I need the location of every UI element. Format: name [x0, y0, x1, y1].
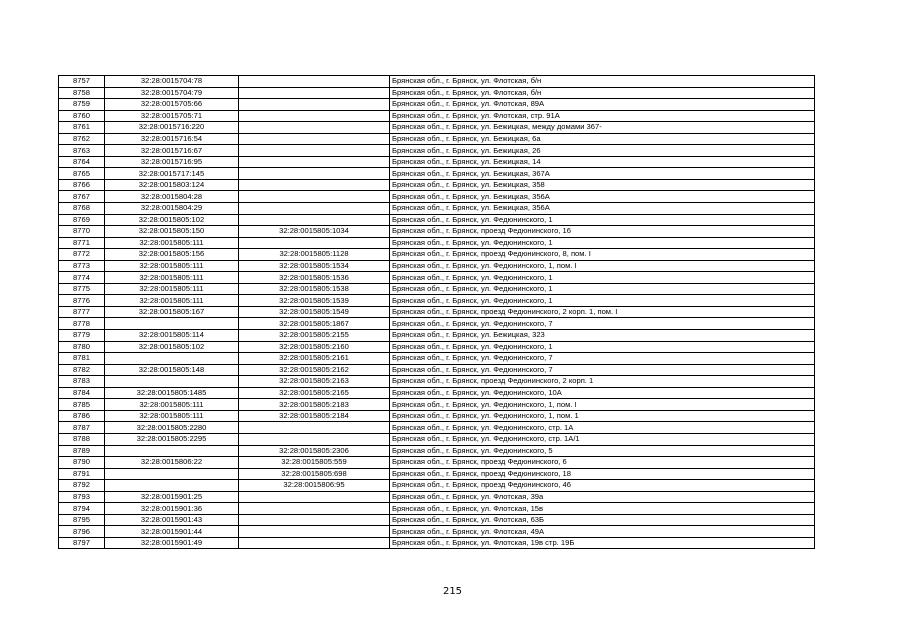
cadastral-number-cell	[105, 445, 239, 457]
object-cadastral-number-cell: 32:28:0015805:1536	[239, 272, 390, 284]
object-cadastral-number-cell	[239, 87, 390, 99]
row-number-cell: 8781	[59, 353, 105, 365]
table-row	[59, 145, 815, 157]
table-row	[59, 168, 815, 180]
table-row	[59, 99, 815, 111]
address-cell: Брянская обл., г. Брянск, ул. Федюнинского, 5	[390, 445, 815, 457]
object-cadastral-number-cell: 32:28:0015805:1549	[239, 306, 390, 318]
object-cadastral-number-cell: 32:28:0015805:2184	[239, 410, 390, 422]
object-cadastral-number-cell	[239, 433, 390, 445]
cadastral-number-cell: 32:28:0015805:148	[105, 364, 239, 376]
cadastral-number-cell: 32:28:0015805:102	[105, 341, 239, 353]
object-cadastral-number-cell: 32:28:0015805:1128	[239, 249, 390, 261]
row-number-cell: 8765	[59, 168, 105, 180]
row-number-cell: 8758	[59, 87, 105, 99]
cadastral-number-cell	[105, 318, 239, 330]
row-number-cell: 8786	[59, 410, 105, 422]
table-row	[59, 468, 815, 480]
row-number-cell: 8797	[59, 537, 105, 549]
object-cadastral-number-cell: 32:28:0015805:1534	[239, 260, 390, 272]
row-number-cell: 8769	[59, 214, 105, 226]
table-row	[59, 514, 815, 526]
address-cell: Брянская обл., г. Брянск, ул. Бежицкая, 14	[390, 156, 815, 168]
table-row	[59, 237, 815, 249]
address-cell: Брянская обл., г. Брянск, проезд Федюнинского, 8, пом. I	[390, 249, 815, 261]
cadastral-number-cell: 32:28:0015901:25	[105, 491, 239, 503]
address-cell: Брянская обл., г. Брянск, проезд Федюнинского, 46	[390, 480, 815, 492]
row-number-cell: 8780	[59, 341, 105, 353]
row-number-cell: 8774	[59, 272, 105, 284]
address-cell: Брянская обл., г. Брянск, ул. Флотская, 39а	[390, 491, 815, 503]
table-row	[59, 410, 815, 422]
table-row	[59, 480, 815, 492]
object-cadastral-number-cell: 32:28:0015806:95	[239, 480, 390, 492]
address-cell: Брянская обл., г. Брянск, ул. Федюнинского, 1	[390, 214, 815, 226]
address-cell: Брянская обл., г. Брянск, ул. Федюнинского, 1	[390, 237, 815, 249]
address-cell: Брянская обл., г. Брянск, ул. Бежицкая, 356А	[390, 191, 815, 203]
table-row	[59, 341, 815, 353]
object-cadastral-number-cell: 32:28:0015805:2160	[239, 341, 390, 353]
table-row	[59, 283, 815, 295]
table-row	[59, 376, 815, 388]
table-row	[59, 295, 815, 307]
address-cell: Брянская обл., г. Брянск, ул. Бежицкая, 356А	[390, 203, 815, 215]
row-number-cell: 8772	[59, 249, 105, 261]
table-row	[59, 122, 815, 134]
table-row	[59, 76, 815, 88]
row-number-cell: 8787	[59, 422, 105, 434]
address-cell: Брянская обл., г. Брянск, ул. Федюнинского, 1	[390, 341, 815, 353]
cadastral-number-cell	[105, 480, 239, 492]
address-cell: Брянская обл., г. Брянск, ул. Федюнинского, 10А	[390, 387, 815, 399]
address-cell: Брянская обл., г. Брянск, ул. Федюнинского, 1, пом. 1	[390, 410, 815, 422]
table-row	[59, 110, 815, 122]
cadastral-number-cell: 32:28:0015717:145	[105, 168, 239, 180]
address-cell: Брянская обл., г. Брянск, проезд Федюнинского, 6	[390, 457, 815, 469]
cadastral-number-cell: 32:28:0015805:114	[105, 330, 239, 342]
address-cell: Брянская обл., г. Брянск, ул. Федюнинского, 1	[390, 295, 815, 307]
object-cadastral-number-cell	[239, 122, 390, 134]
cadastral-number-cell: 32:28:0015716:54	[105, 133, 239, 145]
address-cell: Брянская обл., г. Брянск, ул. Бежицкая, 6а	[390, 133, 815, 145]
table-row	[59, 364, 815, 376]
row-number-cell: 8763	[59, 145, 105, 157]
row-number-cell: 8788	[59, 433, 105, 445]
cadastral-number-cell	[105, 353, 239, 365]
object-cadastral-number-cell: 32:28:0015805:2162	[239, 364, 390, 376]
table-row	[59, 191, 815, 203]
row-number-cell: 8760	[59, 110, 105, 122]
row-number-cell: 8789	[59, 445, 105, 457]
row-number-cell: 8796	[59, 526, 105, 538]
row-number-cell: 8771	[59, 237, 105, 249]
object-cadastral-number-cell	[239, 422, 390, 434]
object-cadastral-number-cell	[239, 145, 390, 157]
table-row	[59, 387, 815, 399]
address-cell: Брянская обл., г. Брянск, ул. Федюнинского, 1	[390, 283, 815, 295]
table-row	[59, 203, 815, 215]
cadastral-number-cell: 32:28:0015716:67	[105, 145, 239, 157]
row-number-cell: 8785	[59, 399, 105, 411]
cadastral-number-cell: 32:28:0015704:78	[105, 76, 239, 88]
table-row	[59, 422, 815, 434]
object-cadastral-number-cell	[239, 133, 390, 145]
cadastral-number-cell: 32:28:0015705:71	[105, 110, 239, 122]
object-cadastral-number-cell	[239, 526, 390, 538]
table-row	[59, 399, 815, 411]
row-number-cell: 8795	[59, 514, 105, 526]
table-row	[59, 133, 815, 145]
cadastral-number-cell: 32:28:0015901:43	[105, 514, 239, 526]
address-cell: Брянская обл., г. Брянск, ул. Бежицкая, 323	[390, 330, 815, 342]
table-row	[59, 214, 815, 226]
row-number-cell: 8794	[59, 503, 105, 515]
table-row	[59, 260, 815, 272]
address-cell: Брянская обл., г. Брянск, ул. Федюнинского, стр. 1А	[390, 422, 815, 434]
object-cadastral-number-cell: 32:28:0015805:2306	[239, 445, 390, 457]
row-number-cell: 8770	[59, 226, 105, 238]
row-number-cell: 8784	[59, 387, 105, 399]
object-cadastral-number-cell: 32:28:0015805:2165	[239, 387, 390, 399]
cadastral-number-cell: 32:28:0015901:44	[105, 526, 239, 538]
table-row	[59, 249, 815, 261]
table-row	[59, 491, 815, 503]
object-cadastral-number-cell	[239, 203, 390, 215]
cadastral-number-cell: 32:28:0015705:66	[105, 99, 239, 111]
address-cell: Брянская обл., г. Брянск, ул. Флотская, б/н	[390, 76, 815, 88]
address-cell: Брянская обл., г. Брянск, ул. Флотская, б/н	[390, 87, 815, 99]
object-cadastral-number-cell	[239, 191, 390, 203]
object-cadastral-number-cell	[239, 99, 390, 111]
cadastral-number-cell: 32:28:0015805:102	[105, 214, 239, 226]
object-cadastral-number-cell: 32:28:0015805:2155	[239, 330, 390, 342]
address-cell: Брянская обл., г. Брянск, ул. Федюнинского, 1	[390, 272, 815, 284]
table-row	[59, 445, 815, 457]
address-cell: Брянская обл., г. Брянск, ул. Федюнинского, 1, пом. I	[390, 260, 815, 272]
object-cadastral-number-cell: 32:28:0015805:2183	[239, 399, 390, 411]
row-number-cell: 8782	[59, 364, 105, 376]
cadastral-number-cell: 32:28:0015805:150	[105, 226, 239, 238]
address-cell: Брянская обл., г. Брянск, ул. Федюнинского, 7	[390, 353, 815, 365]
cadastral-number-cell: 32:28:0015716:95	[105, 156, 239, 168]
object-cadastral-number-cell	[239, 76, 390, 88]
row-number-cell: 8776	[59, 295, 105, 307]
table-row	[59, 226, 815, 238]
row-number-cell: 8790	[59, 457, 105, 469]
cadastral-number-cell: 32:28:0015805:111	[105, 237, 239, 249]
row-number-cell: 8791	[59, 468, 105, 480]
address-cell: Брянская обл., г. Брянск, проезд Федюнинского, 16	[390, 226, 815, 238]
row-number-cell: 8783	[59, 376, 105, 388]
address-cell: Брянская обл., г. Брянск, ул. Федюнинского, стр. 1А/1	[390, 433, 815, 445]
table-row	[59, 272, 815, 284]
table-row	[59, 526, 815, 538]
cadastral-number-cell: 32:28:0015805:156	[105, 249, 239, 261]
property-registry-table	[58, 75, 815, 549]
row-number-cell: 8764	[59, 156, 105, 168]
row-number-cell: 8777	[59, 306, 105, 318]
object-cadastral-number-cell	[239, 214, 390, 226]
row-number-cell: 8757	[59, 76, 105, 88]
address-cell: Брянская обл., г. Брянск, ул. Бежицкая, 367А	[390, 168, 815, 180]
address-cell: Брянская обл., г. Брянск, ул. Флотская, 63Б	[390, 514, 815, 526]
cadastral-number-cell: 32:28:0015805:167	[105, 306, 239, 318]
row-number-cell: 8759	[59, 99, 105, 111]
registry-table-body	[59, 76, 815, 549]
table-row	[59, 318, 815, 330]
address-cell: Брянская обл., г. Брянск, проезд Федюнинского, 18	[390, 468, 815, 480]
object-cadastral-number-cell: 32:28:0015805:2163	[239, 376, 390, 388]
table-row	[59, 330, 815, 342]
cadastral-number-cell	[105, 468, 239, 480]
address-cell: Брянская обл., г. Брянск, ул. Федюнинского, 1, пом. I	[390, 399, 815, 411]
object-cadastral-number-cell: 32:28:0015805:559	[239, 457, 390, 469]
object-cadastral-number-cell	[239, 237, 390, 249]
cadastral-number-cell: 32:28:0015805:2280	[105, 422, 239, 434]
table-row	[59, 433, 815, 445]
row-number-cell: 8762	[59, 133, 105, 145]
object-cadastral-number-cell	[239, 110, 390, 122]
address-cell: Брянская обл., г. Брянск, ул. Бежицкая, между домами 367-	[390, 122, 815, 134]
row-number-cell: 8778	[59, 318, 105, 330]
object-cadastral-number-cell	[239, 168, 390, 180]
address-cell: Брянская обл., г. Брянск, ул. Флотская, 89А	[390, 99, 815, 111]
object-cadastral-number-cell: 32:28:0015805:1539	[239, 295, 390, 307]
table-row	[59, 179, 815, 191]
address-cell: Брянская обл., г. Брянск, ул. Бежицкая, 358	[390, 179, 815, 191]
table-row	[59, 87, 815, 99]
row-number-cell: 8773	[59, 260, 105, 272]
object-cadastral-number-cell	[239, 514, 390, 526]
cadastral-number-cell: 32:28:0015805:111	[105, 399, 239, 411]
cadastral-number-cell: 32:28:0015805:111	[105, 272, 239, 284]
object-cadastral-number-cell: 32:28:0015805:1867	[239, 318, 390, 330]
cadastral-number-cell	[105, 376, 239, 388]
row-number-cell: 8766	[59, 179, 105, 191]
address-cell: Брянская обл., г. Брянск, ул. Федюнинского, 7	[390, 318, 815, 330]
object-cadastral-number-cell: 32:28:0015805:2161	[239, 353, 390, 365]
row-number-cell: 8775	[59, 283, 105, 295]
row-number-cell: 8793	[59, 491, 105, 503]
page-number: 215	[442, 586, 463, 597]
address-cell: Брянская обл., г. Брянск, ул. Флотская, 19в стр. 19Б	[390, 537, 815, 549]
address-cell: Брянская обл., г. Брянск, ул. Федюнинского, 7	[390, 364, 815, 376]
object-cadastral-number-cell: 32:28:0015805:1034	[239, 226, 390, 238]
cadastral-number-cell: 32:28:0015804:29	[105, 203, 239, 215]
address-cell: Брянская обл., г. Брянск, проезд Федюнинского, 2 корп. 1	[390, 376, 815, 388]
object-cadastral-number-cell: 32:28:0015805:698	[239, 468, 390, 480]
cadastral-number-cell: 32:28:0015806:22	[105, 457, 239, 469]
object-cadastral-number-cell	[239, 179, 390, 191]
cadastral-number-cell: 32:28:0015803:124	[105, 179, 239, 191]
address-cell: Брянская обл., г. Брянск, ул. Флотская, стр. 91А	[390, 110, 815, 122]
address-cell: Брянская обл., г. Брянск, ул. Бежицкая, 26	[390, 145, 815, 157]
object-cadastral-number-cell	[239, 156, 390, 168]
cadastral-number-cell: 32:28:0015805:111	[105, 283, 239, 295]
row-number-cell: 8792	[59, 480, 105, 492]
cadastral-number-cell: 32:28:0015805:2295	[105, 433, 239, 445]
table-row	[59, 306, 815, 318]
table-row	[59, 503, 815, 515]
cadastral-number-cell: 32:28:0015804:28	[105, 191, 239, 203]
object-cadastral-number-cell: 32:28:0015805:1538	[239, 283, 390, 295]
cadastral-number-cell: 32:28:0015805:111	[105, 260, 239, 272]
cadastral-number-cell: 32:28:0015704:79	[105, 87, 239, 99]
object-cadastral-number-cell	[239, 537, 390, 549]
address-cell: Брянская обл., г. Брянск, ул. Флотская, 49А	[390, 526, 815, 538]
row-number-cell: 8761	[59, 122, 105, 134]
cadastral-number-cell: 32:28:0015805:111	[105, 410, 239, 422]
cadastral-number-cell: 32:28:0015901:49	[105, 537, 239, 549]
object-cadastral-number-cell	[239, 503, 390, 515]
row-number-cell: 8779	[59, 330, 105, 342]
table-row	[59, 353, 815, 365]
table-row	[59, 156, 815, 168]
address-cell: Брянская обл., г. Брянск, ул. Флотская, 15в	[390, 503, 815, 515]
cadastral-number-cell: 32:28:0015805:1485	[105, 387, 239, 399]
cadastral-number-cell: 32:28:0015805:111	[105, 295, 239, 307]
cadastral-number-cell: 32:28:0015901:36	[105, 503, 239, 515]
table-row	[59, 537, 815, 549]
address-cell: Брянская обл., г. Брянск, проезд Федюнинского, 2 корп. 1, пом. I	[390, 306, 815, 318]
object-cadastral-number-cell	[239, 491, 390, 503]
row-number-cell: 8768	[59, 203, 105, 215]
cadastral-number-cell: 32:28:0015716:220	[105, 122, 239, 134]
row-number-cell: 8767	[59, 191, 105, 203]
table-row	[59, 457, 815, 469]
